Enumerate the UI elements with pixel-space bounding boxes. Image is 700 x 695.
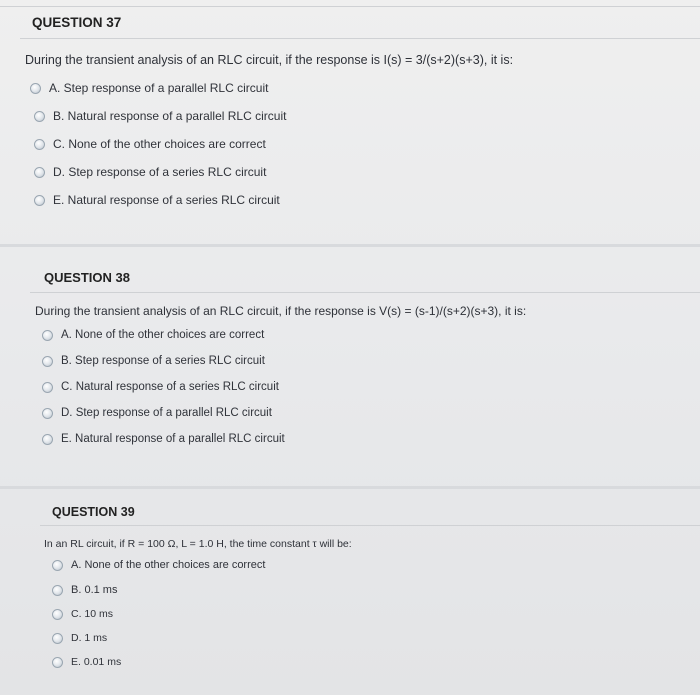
choice-label: E. Natural response of a parallel RLC circuit xyxy=(61,433,285,445)
choice-option[interactable] xyxy=(34,137,266,151)
choice-option[interactable] xyxy=(52,608,113,620)
choice-option[interactable] xyxy=(52,559,265,571)
question-heading-divider xyxy=(30,292,700,293)
radio-button[interactable] xyxy=(42,356,53,367)
choice-label: A. None of the other choices are correct xyxy=(71,559,266,571)
radio-button[interactable] xyxy=(42,382,53,393)
question-heading-divider xyxy=(40,525,700,526)
question-separator xyxy=(0,486,700,489)
radio-button[interactable] xyxy=(52,560,63,571)
question-heading-divider xyxy=(20,38,700,39)
radio-button[interactable] xyxy=(42,408,53,419)
choice-option[interactable] xyxy=(34,193,280,207)
choice-option[interactable] xyxy=(30,81,268,95)
radio-button[interactable] xyxy=(34,111,45,122)
radio-button[interactable] xyxy=(34,167,45,178)
question-text: During the transient analysis of an RLC circuit, if the response is I(s) = 3/(s+2)(s+3), it is: xyxy=(25,53,514,67)
choice-label: E. Natural response of a series RLC circuit xyxy=(53,193,280,207)
choice-option[interactable] xyxy=(42,433,285,445)
radio-button[interactable] xyxy=(52,609,63,620)
choice-label: D. Step response of a series RLC circuit xyxy=(53,165,267,179)
choice-label: D. 1 ms xyxy=(71,632,108,644)
question-text: During the transient analysis of an RLC circuit, if the response is V(s) = (s-1)/(s+2)(s+3), it is: xyxy=(35,304,527,318)
radio-button[interactable] xyxy=(52,633,63,644)
choice-option[interactable] xyxy=(42,355,265,367)
radio-button[interactable] xyxy=(52,657,63,668)
choice-option[interactable] xyxy=(42,381,279,393)
choice-label: A. None of the other choices are correct xyxy=(61,329,265,341)
choice-label: C. Natural response of a series RLC circuit xyxy=(61,381,279,393)
radio-button[interactable] xyxy=(30,83,41,94)
question-text: In an RL circuit, if R = 100 Ω, L = 1.0 H, the time constant τ will be: xyxy=(44,538,352,550)
choice-label: C. None of the other choices are correct xyxy=(53,137,266,151)
choice-option[interactable] xyxy=(52,584,117,596)
top-divider xyxy=(0,6,700,7)
question-heading: QUESTION 37 xyxy=(32,15,122,30)
choice-label: B. 0.1 ms xyxy=(71,584,118,596)
choice-label: A. Step response of a parallel RLC circuit xyxy=(49,81,269,95)
choice-label: D. Step response of a parallel RLC circuit xyxy=(61,407,272,419)
choice-option[interactable] xyxy=(52,656,121,668)
choice-label: C. 10 ms xyxy=(71,608,114,620)
choice-label: B. Natural response of a parallel RLC circuit xyxy=(53,109,287,123)
question-separator xyxy=(0,244,700,247)
choice-label: E. 0.01 ms xyxy=(71,656,122,668)
radio-button[interactable] xyxy=(52,585,63,596)
question-heading: QUESTION 38 xyxy=(44,270,130,285)
radio-button[interactable] xyxy=(34,195,45,206)
choice-option[interactable] xyxy=(42,407,272,419)
radio-button[interactable] xyxy=(42,330,53,341)
radio-button[interactable] xyxy=(34,139,45,150)
choice-option[interactable] xyxy=(34,109,286,123)
choice-label: B. Step response of a series RLC circuit xyxy=(61,355,265,367)
choice-option[interactable] xyxy=(34,165,266,179)
question-heading: QUESTION 39 xyxy=(52,505,135,519)
choice-option[interactable] xyxy=(52,632,107,644)
choice-option[interactable] xyxy=(42,329,264,341)
radio-button[interactable] xyxy=(42,434,53,445)
